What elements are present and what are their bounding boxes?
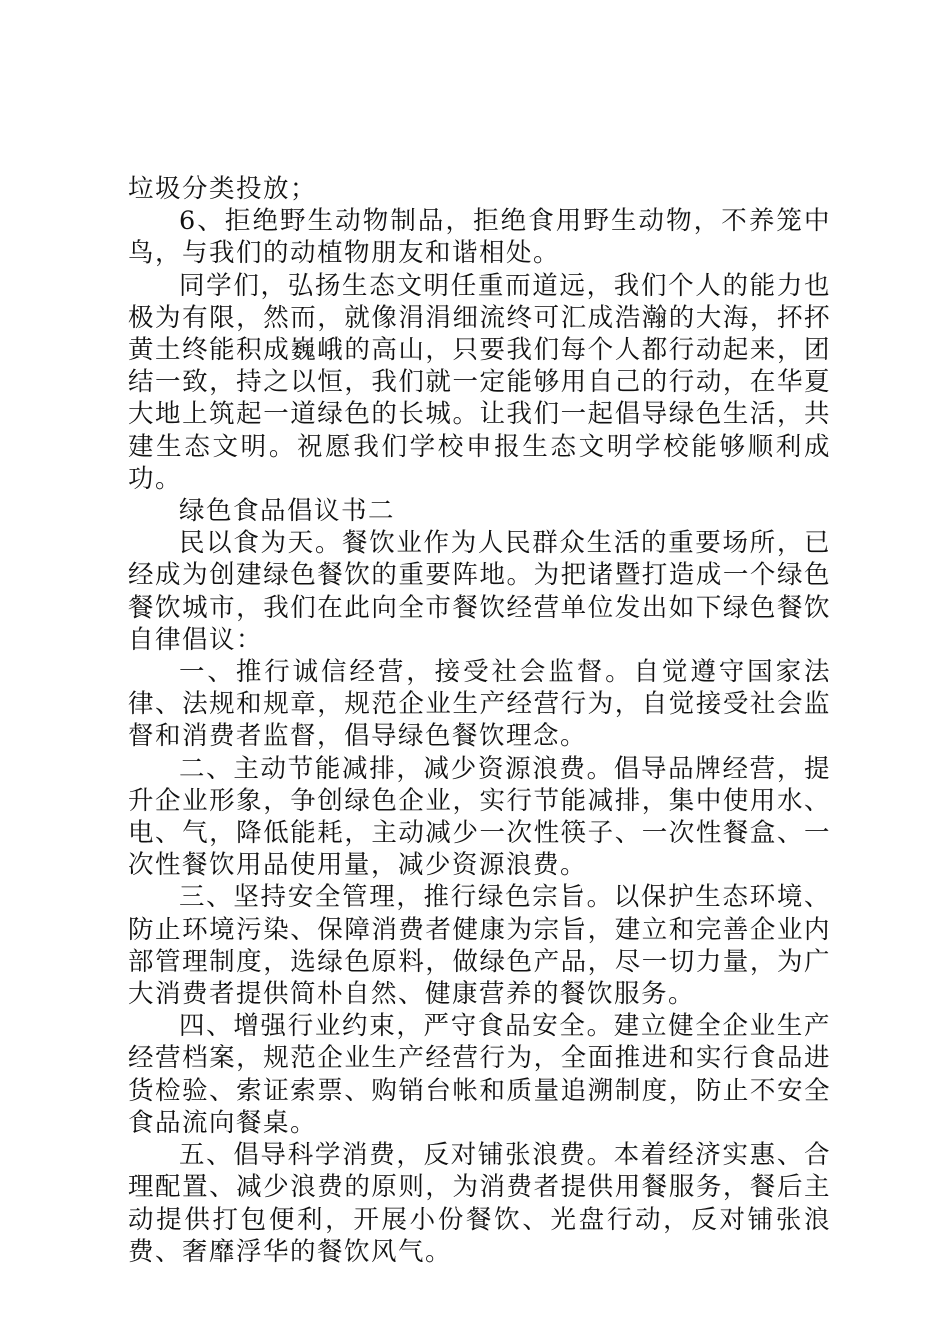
paragraph-item-6: 6、拒绝野生动物制品，拒绝食用野生动物，不养笼中鸟，与我们的动植物朋友和谐相处。 — [128, 206, 831, 269]
paragraph-intro: 民以食为天。餐饮业作为人民群众生活的重要场所，已经成为创建绿色餐饮的重要阵地。为把诸暨打造成一个绿色餐饮城市，我们在此向全市餐饮经营单位发出如下绿色餐饮自律倡议： — [128, 528, 831, 655]
section-title: 绿色食品倡议书二 — [179, 496, 396, 527]
paragraph-conclusion: 同学们，弘扬生态文明任重而道远，我们个人的能力也极为有限，然而，就像涓涓细流终可汇成浩瀚的大海，抔抔黄土终能积成巍峨的高山，只要我们每个人都行动起来，团结一致，持之以恒，我们就一定能够用自己的行动，在华夏大地上筑起一道绿色的长城。让我们一起倡导绿色生活，共建生态文明。祝愿我们学校申报生态文明学校能够顺利成功。 — [128, 270, 831, 494]
paragraph-point-2: 二、主动节能减排，减少资源浪费。倡导品牌经营，提升企业形象，争创绿色企业，实行节能减排，集中使用水、电、气，降低能耗，主动减少一次性筷子、一次性餐盒、一次性餐饮用品使用量，减少资源浪费。 — [128, 753, 831, 881]
paragraph-point-1: 一、推行诚信经营，接受社会监督。自觉遵守国家法律、法规和规章，规范企业生产经营行为，自觉接受社会监督和消费者监督，倡导绿色餐饮理念。 — [128, 657, 831, 752]
paragraph-point-4: 四、增强行业约束，严守食品安全。建立健全企业生产经营档案，规范企业生产经营行为，全面推进和实行食品进货检验、索证索票、购销台帐和质量追溯制度，防止不安全食品流向餐桌。 — [128, 1011, 831, 1138]
paragraph-point-3: 三、坚持安全管理，推行绿色宗旨。以保护生态环境、防止环境污染、保障消费者健康为宗旨，建立和完善企业内部管理制度，选绿色原料，做绿色产品，尽一切力量，为广大消费者提供简朴自然、健康营养的餐饮服务。 — [128, 882, 831, 1010]
paragraph-point-5: 五、倡导科学消费，反对铺张浪费。本着经济实惠、合理配置、减少浪费的原则，为消费者提供用餐服务，餐后主动提供打包便利，开展小份餐饮、光盘行动，反对铺张浪费、奢靡浮华的餐饮风气。 — [128, 1140, 831, 1267]
document-body — [128, 173, 831, 1268]
paragraph-continuation: 垃圾分类投放； — [128, 174, 318, 204]
